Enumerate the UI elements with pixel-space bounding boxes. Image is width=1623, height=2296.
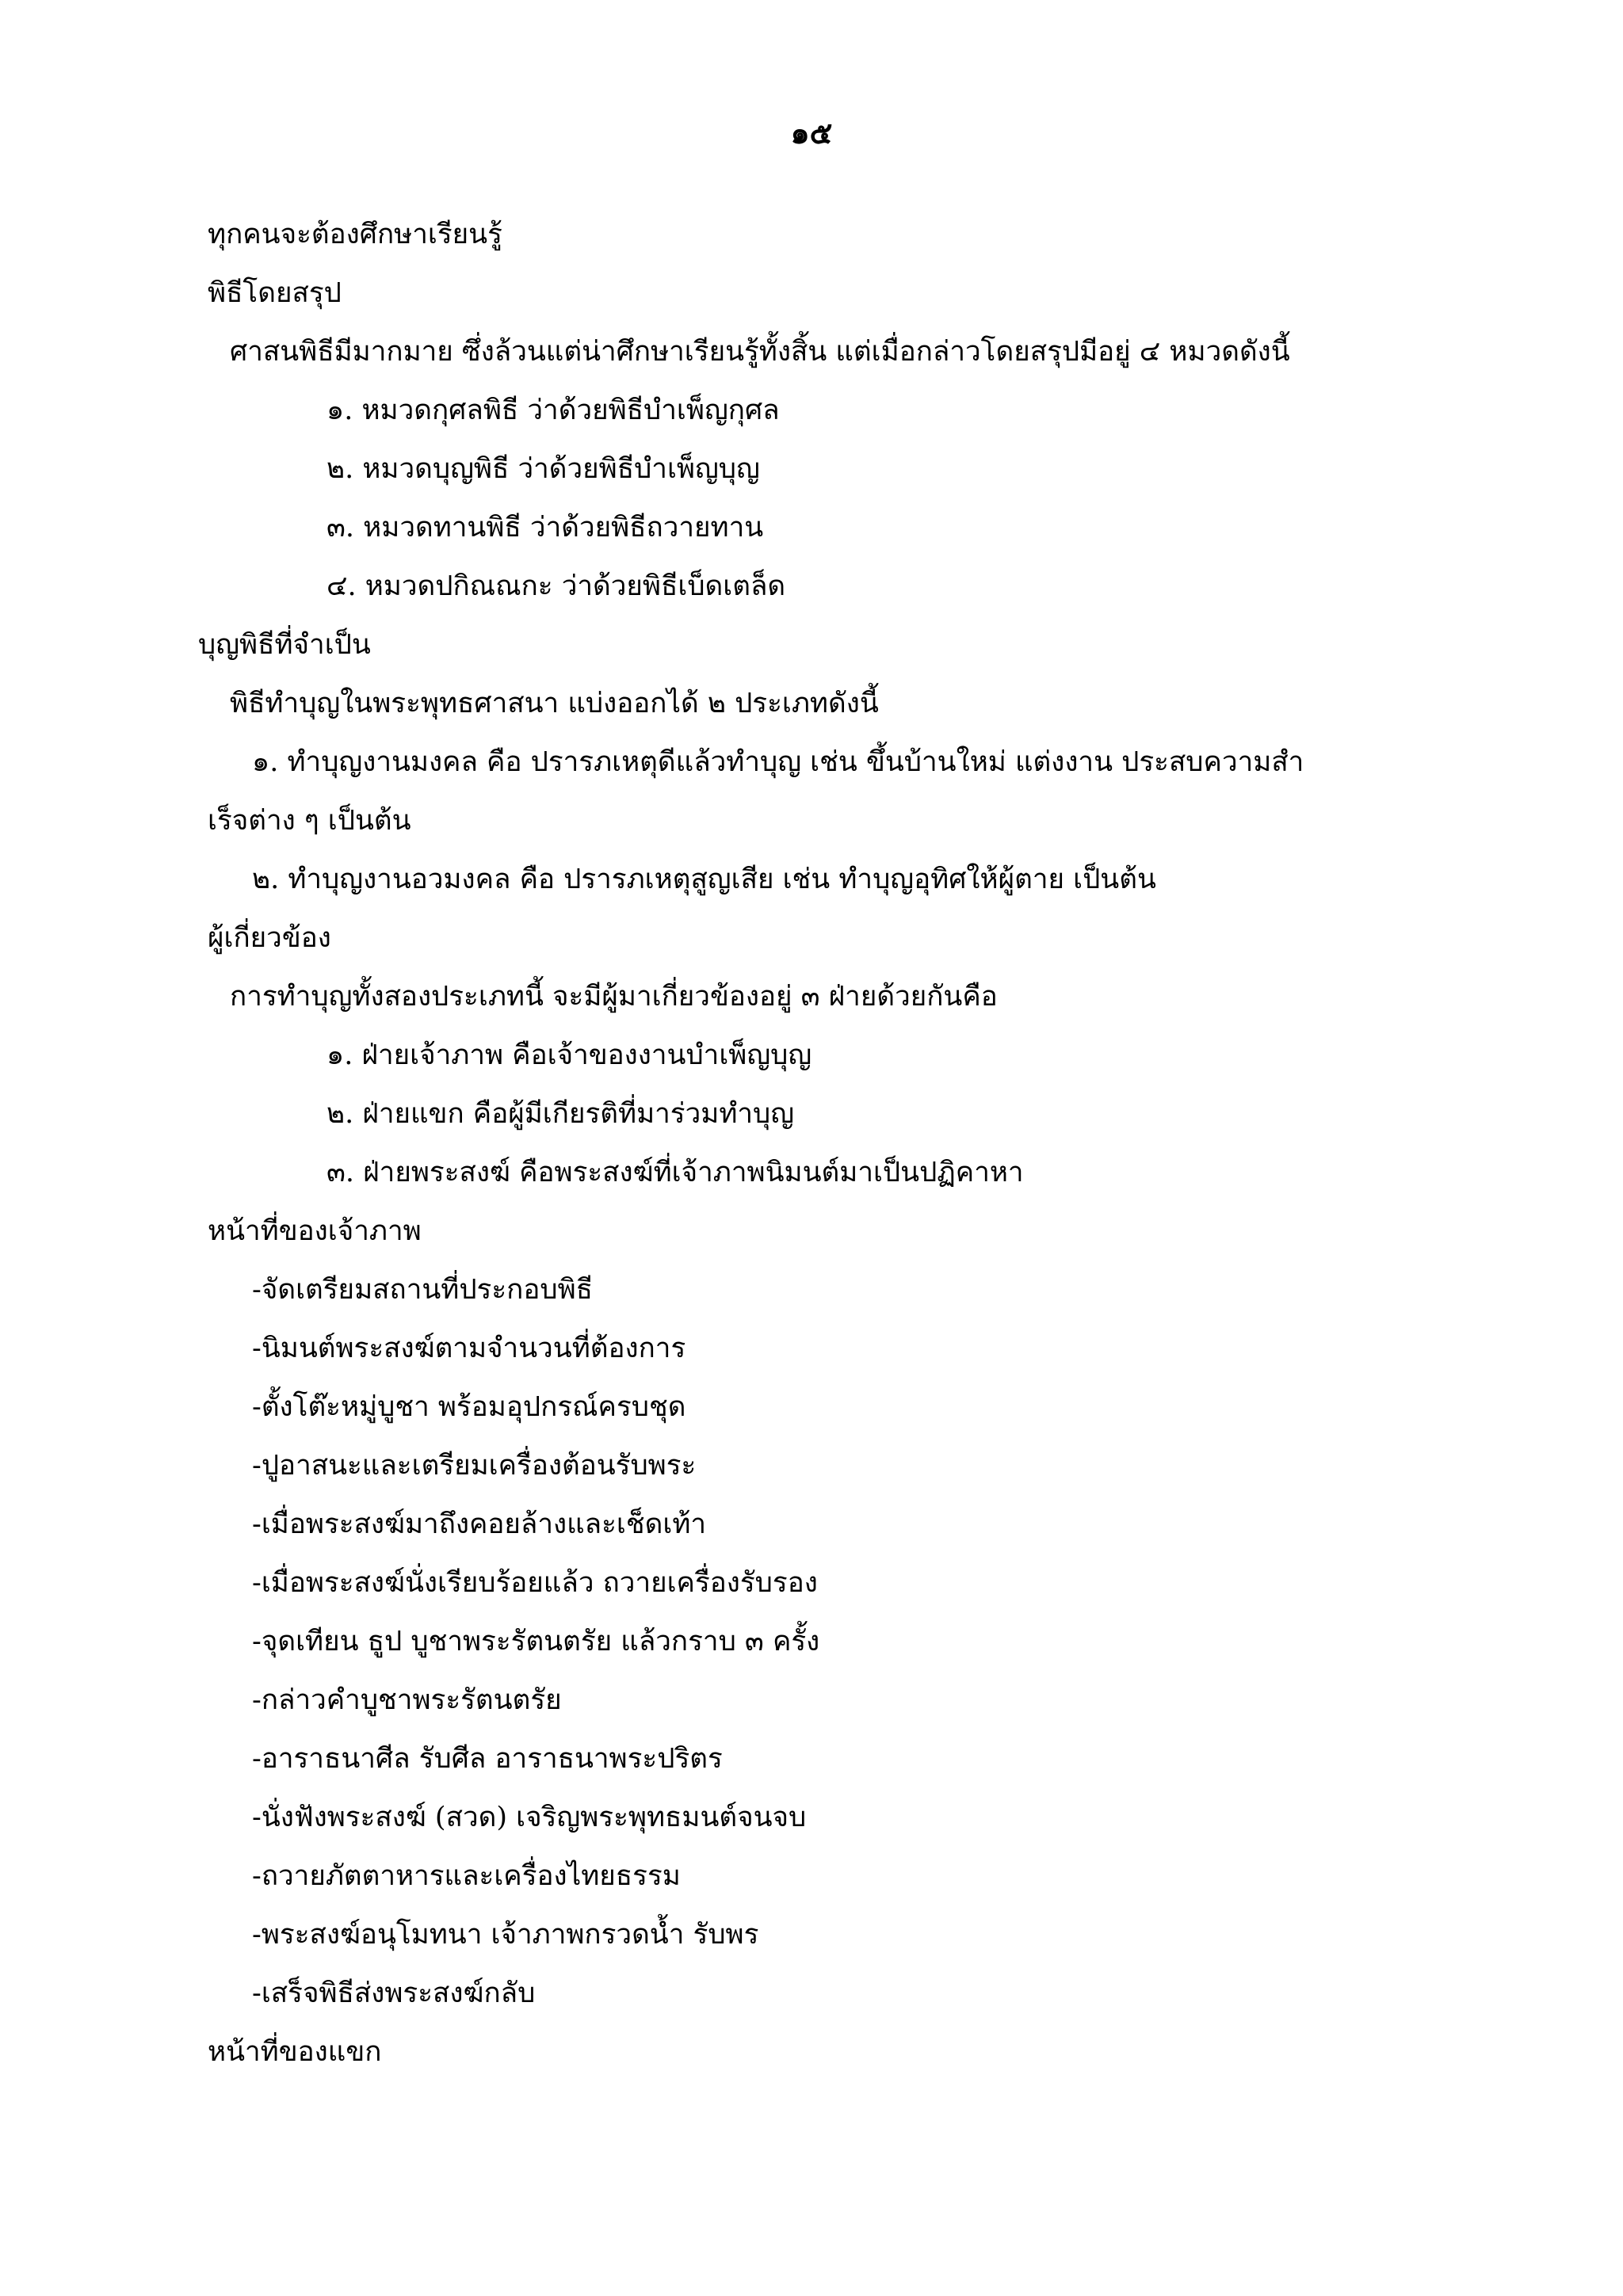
text-line: การทำบุญทั้งสองประเภทนี้ จะมีผู้มาเกี่ยวข้องอยู่ ๓ ฝ่ายด้วยกันคือ bbox=[230, 981, 998, 1013]
list-item: -กล่าวคำบูชาพระรัตนตรัย bbox=[252, 1684, 562, 1716]
section-heading: ผู้เกี่ยวข้อง bbox=[208, 922, 331, 954]
list-item: ๒. หมวดบุญพิธี ว่าด้วยพิธีบำเพ็ญบุญ bbox=[327, 453, 760, 485]
section-heading: บุญพิธีที่จำเป็น bbox=[198, 629, 371, 661]
section-heading: พิธีโดยสรุป bbox=[208, 277, 342, 309]
list-item: ๒. ฝ่ายแขก คือผู้มีเกียรติที่มาร่วมทำบุญ bbox=[327, 1098, 795, 1130]
list-item: -เสร็จพิธีส่งพระสงฆ์กลับ bbox=[252, 1978, 536, 2009]
section-heading: หน้าที่ของแขก bbox=[208, 2036, 382, 2068]
text-line: ทุกคนจะต้องศึกษาเรียนรู้ bbox=[208, 219, 502, 250]
list-item: -จุดเทียน ธูป บูชาพระรัตนตรัย แล้วกราบ ๓ ครั้ง bbox=[252, 1626, 820, 1657]
list-item: ๑. หมวดกุศลพิธี ว่าด้วยพิธีบำเพ็ญกุศล bbox=[327, 395, 780, 426]
list-item: -ตั้งโต๊ะหมู่บูชา พร้อมอุปกรณ์ครบชุด bbox=[252, 1391, 686, 1423]
list-item: ๓. ฝ่ายพระสงฆ์ คือพระสงฆ์ที่เจ้าภาพนิมนต์มาเป็นปฏิคาหา bbox=[327, 1157, 1024, 1188]
list-item: -อาราธนาศีล รับศีล อาราธนาพระปริตร bbox=[252, 1743, 723, 1775]
list-item: -นั่งฟังพระสงฆ์ (สวด) เจริญพระพุทธมนต์จนจบ bbox=[252, 1802, 807, 1833]
list-item: -นิมนต์พระสงฆ์ตามจำนวนที่ต้องการ bbox=[252, 1333, 686, 1364]
list-item: ๒. ทำบุญงานอวมงคล คือ ปรารภเหตุสูญเสีย เช่น ทำบุญอุทิศให้ผู้ตาย เป็นต้น bbox=[252, 864, 1156, 895]
list-item: -ปูอาสนะและเตรียมเครื่องต้อนรับพระ bbox=[252, 1450, 697, 1482]
list-item: ๔. หมวดปกิณณกะ ว่าด้วยพิธีเบ็ดเตล็ด bbox=[327, 570, 786, 602]
list-item: -เมื่อพระสงฆ์นั่งเรียบร้อยแล้ว ถวายเครื่องรับรอง bbox=[252, 1567, 818, 1599]
list-item: -พระสงฆ์อนุโมทนา เจ้าภาพกรวดน้ำ รับพร bbox=[252, 1919, 759, 1951]
list-item: -จัดเตรียมสถานที่ประกอบพิธี bbox=[252, 1274, 594, 1306]
page-number: ๑๕ bbox=[790, 115, 833, 151]
section-heading: หน้าที่ของเจ้าภาพ bbox=[208, 1215, 422, 1247]
list-item: ๑. ฝ่ายเจ้าภาพ คือเจ้าของงานบำเพ็ญบุญ bbox=[327, 1039, 812, 1071]
text-line: พิธีทำบุญในพระพุทธศาสนา แบ่งออกได้ ๒ ประเภทดังนี้ bbox=[230, 688, 879, 719]
list-item: -เมื่อพระสงฆ์มาถึงคอยล้างและเช็ดเท้า bbox=[252, 1508, 707, 1540]
text-line: ศาสนพิธีมีมากมาย ซึ่งล้วนแต่น่าศึกษาเรียนรู้ทั้งสิ้น แต่เมื่อกล่าวโดยสรุปมีอยู่ ๔ หมวดดังนี้ bbox=[230, 336, 1290, 368]
list-item: ๓. หมวดทานพิธี ว่าด้วยพิธีถวายทาน bbox=[327, 512, 764, 543]
list-item: ๑. ทำบุญงานมงคล คือ ปรารภเหตุดีแล้วทำบุญ เช่น ขึ้นบ้านใหม่ แต่งงาน ประสบความสำ bbox=[252, 746, 1304, 778]
list-item: -ถวายภัตตาหารและเครื่องไทยธรรม bbox=[252, 1860, 681, 1892]
text-line: เร็จต่าง ๆ เป็นต้น bbox=[208, 805, 411, 837]
